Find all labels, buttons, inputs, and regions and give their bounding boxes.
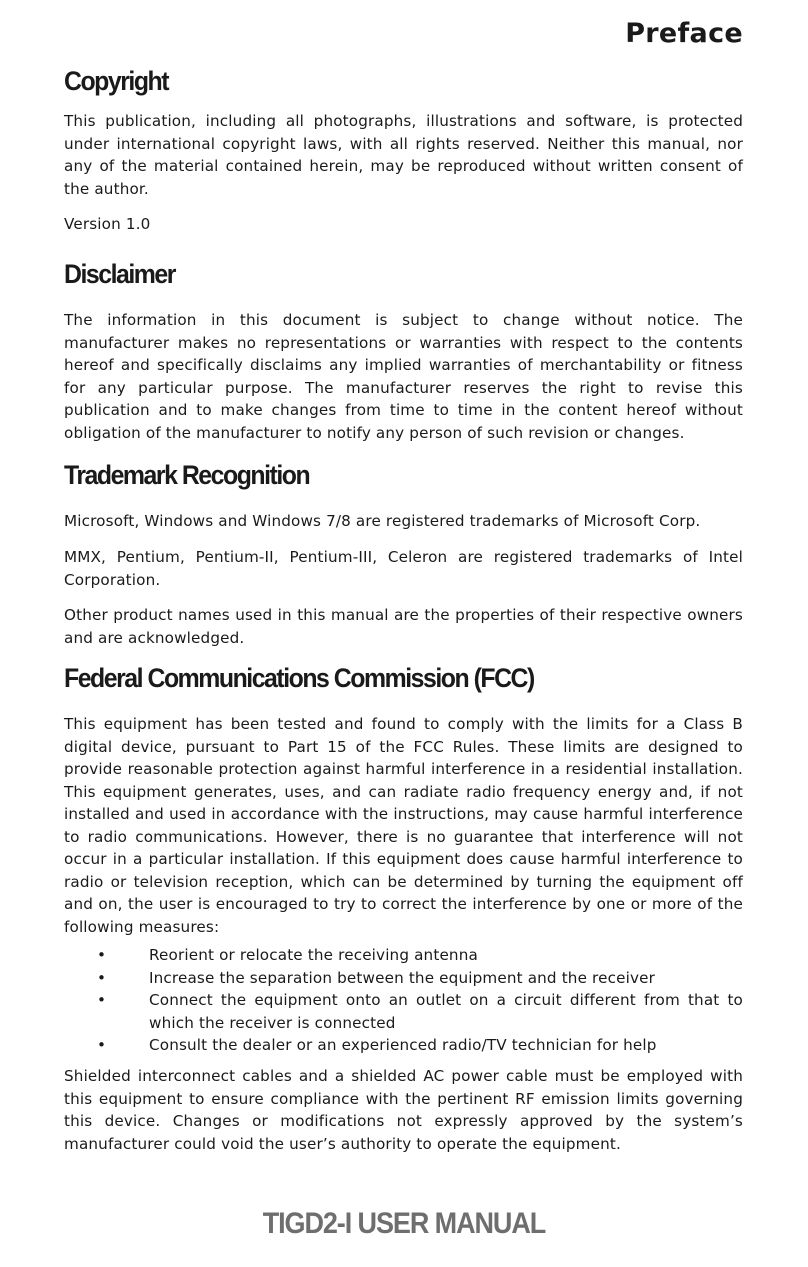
footer-title-text: TIGD2-I USER MANUAL xyxy=(262,1207,546,1240)
bullet-icon: • xyxy=(97,968,107,987)
list-item xyxy=(64,989,743,1034)
list-item xyxy=(64,967,743,990)
list-item-text: Connect the equipment onto an outlet on a circuit different from that to which the receiver is connected xyxy=(149,991,743,1032)
trademark-heading: Trademark Recognition xyxy=(64,460,310,490)
fcc-heading: Federal Communications Commission (FCC) xyxy=(64,663,534,693)
copyright-body: This publication, including all photographs, illustrations and software, is protected under international copyright laws, with all rights reserved. Neither this manual, nor any of the material contained herein, may be reproduced without written consent of the author. xyxy=(64,112,743,198)
copyright-heading: Copyright xyxy=(64,66,169,96)
trademark-paragraph-3: Other product names used in this manual are the properties of their respective owners and are acknowledged. xyxy=(64,606,743,647)
version-text: Version 1.0 xyxy=(64,215,151,233)
bullet-icon: • xyxy=(97,946,107,964)
bullet-icon: • xyxy=(97,1036,107,1054)
trademark-paragraph-1: Microsoft, Windows and Windows 7/8 are registered trademarks of Microsoft Corp. xyxy=(64,512,701,530)
list-item xyxy=(64,944,743,967)
list-item-text: Increase the separation between the equipment and the receiver xyxy=(149,968,655,987)
manual-footer-title xyxy=(0,1207,808,1241)
trademark-paragraph-2: MMX, Pentium, Pentium-II, Pentium-III, Celeron are registered trademarks of Intel Corporation. xyxy=(64,548,743,589)
fcc-measures-list xyxy=(64,944,743,1057)
page-section-title: Preface xyxy=(625,18,743,49)
disclaimer-heading: Disclaimer xyxy=(64,259,175,289)
list-item xyxy=(64,1034,743,1057)
list-item-text: Reorient or relocate the receiving antenna xyxy=(149,946,478,964)
disclaimer-body: The information in this document is subject to change without notice. The manufacturer makes no representations or warranties with respect to the contents hereof and specifically disclaims any implied warranties of merchantability or fitness for any particular purpose. The manufacturer reserves the right to revise this publication and to make changes from time to time in the content hereof without obligation of the manufacturer to notify any person of such revision or changes. xyxy=(64,311,743,442)
fcc-closing: Shielded interconnect cables and a shielded AC power cable must be employed with this equipment to ensure compliance with the pertinent RF emission limits governing this device. Changes or modifications not expressly approved by the system’s manufacturer could void the user’s authority to operate the equipment. xyxy=(64,1067,743,1153)
fcc-body: This equipment has been tested and found to comply with the limits for a Class B digital device, pursuant to Part 15 of the FCC Rules. These limits are designed to provide reasonable protection against harmful interference in a residential installation. This equipment generates, uses, and can radiate radio frequency energy and, if not installed and used in accordance with the instructions, may cause harmful interference to radio communications. However, there is no guarantee that interference will not occur in a particular installation. If this equipment does cause harmful interference to radio or television reception, which can be determined by turning the equipment off and on, the user is encouraged to try to correct the interference by one or more of the following measures: xyxy=(64,715,743,936)
bullet-icon: • xyxy=(97,991,107,1009)
list-item-text: Consult the dealer or an experienced radio/TV technician for help xyxy=(149,1036,657,1054)
